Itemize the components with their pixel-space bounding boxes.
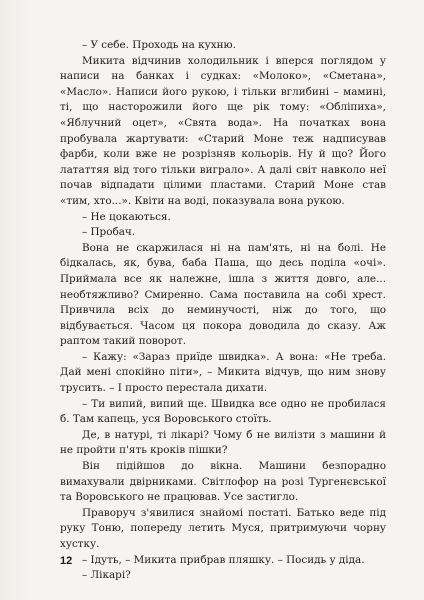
paragraph: Праворуч з'явилися знайомі постаті. Батько веде під руку Тоню, попереду летить Муся, притримуючи чорну хустку. <box>60 506 386 550</box>
paragraph: Вона не скаржилася ні на пам'ять, ні на болі. Не бідкалась, як, бува, баба Паша, що десь поділа «очі». Приймала все як належне, ішла з життя довго, але... необтяжливо? Смиренно. Сама поставила на собі хрест. Привчила всіх до неминучості, ніж до того, що відбувається. Часом ця покора доводила до сказу. Аж раптом такий поворот. <box>60 241 386 348</box>
paragraph: – Не цокаються. <box>82 210 171 223</box>
paragraph: – Ідуть, – Микита прибрав пляшку. – Посидь у діда. <box>82 553 365 566</box>
paragraph: Микита відчинив холодильник і вперся поглядом у написи на банках і судках: «Молоко», «Сметана», «Масло». Написи його рукою, і тільки вглибині – мамині, ті, що насторожили його ще рік тому: «Обліпиха», «Яблучний оцет», «Свята вода». На початках вона пробувала жартувати: «Старий Моне теж надписував фарби, коли вже не розрізняв кольорів. Ну й що? Його лататтяя від того тільки виграло». А далі світ навколо неї почав відпадати цілими пластами. Старий Моне став «тим, хто...». Квіти на воді, показувала вона рукою. <box>60 54 386 207</box>
paragraph: – У себе. Проходь на кухню. <box>82 39 236 51</box>
paragraph: Де, в натурі, ті лікарі? Чому б не вилізти з машини й не пройти п'ять кроків пішки? <box>60 428 386 457</box>
paragraph: – Ти випий, випий ще. Швидка все одно не пробилася б. Там капець, уся Воровського стоїть. <box>60 397 386 426</box>
body-text <box>60 38 386 584</box>
paragraph: – Пробач. <box>82 226 136 239</box>
paragraph: – Лікарі? <box>82 569 131 582</box>
paragraph: – Кажу: «Зараз приїде швидка». А вона: «Не треба. Дай мені спокійно піти», – Микита відчув, що ним знову трусить. – І просто перестала дихати. <box>60 350 386 395</box>
paragraph: Він підійшов до вікна. Машини безпорадно вимахували двірниками. Світлофор на розі Тургенєвської та Воровського не працював. Усе застигло. <box>60 460 386 504</box>
page-number: 12 <box>60 555 73 567</box>
